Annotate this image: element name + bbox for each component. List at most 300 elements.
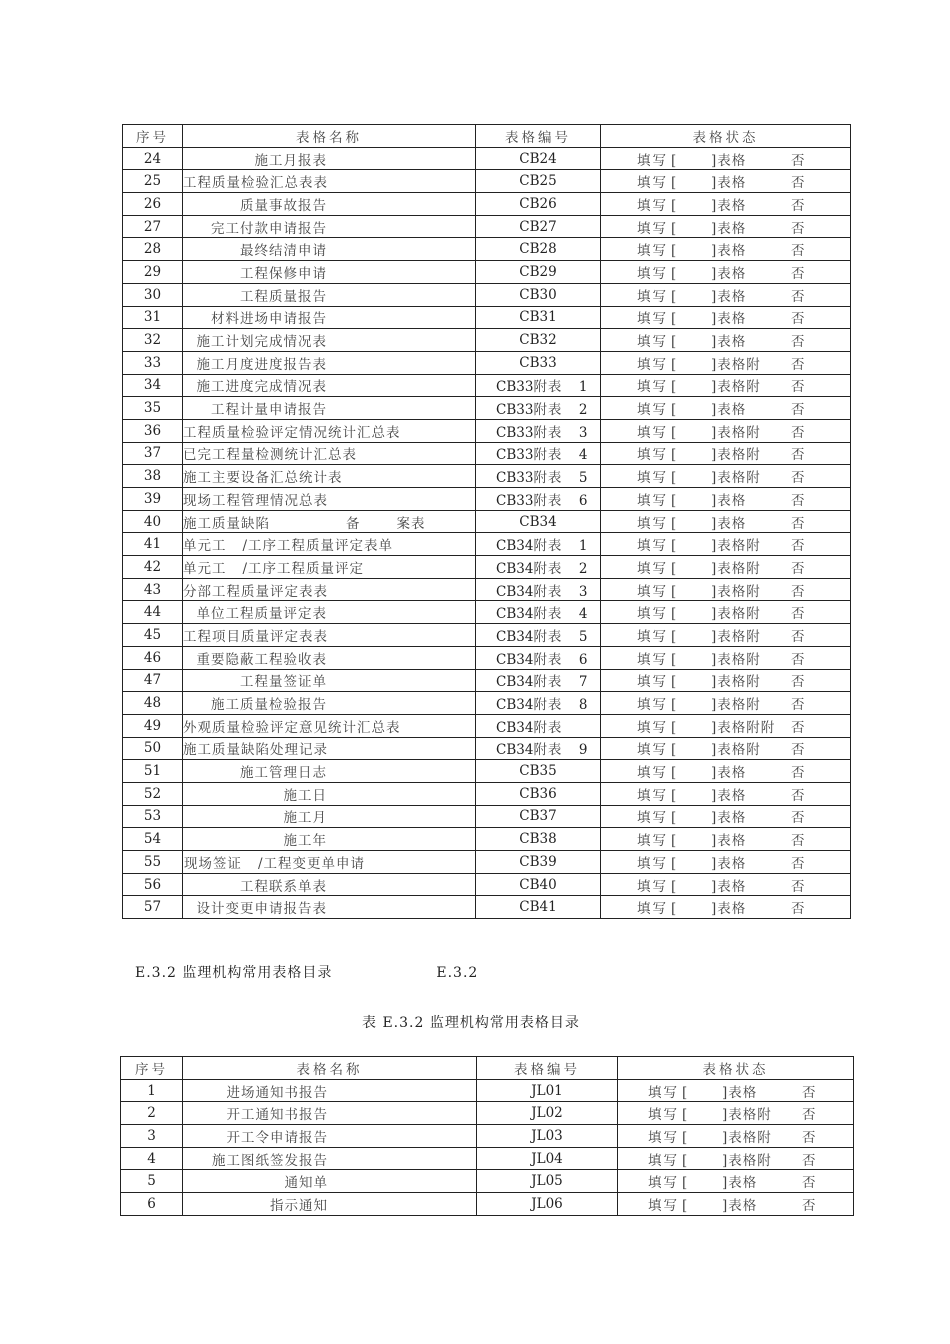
status-fill-label: 填写 <box>637 379 668 396</box>
row-number: 45 <box>123 624 183 647</box>
status-bracket: [ <box>671 288 677 305</box>
row-number: 37 <box>123 442 183 465</box>
table-row <box>123 147 851 170</box>
form-code: CB27 <box>519 218 557 235</box>
form-code-suffix: 附表 <box>533 674 563 691</box>
table-row <box>123 442 851 465</box>
table-row <box>123 397 851 420</box>
form-name-cell <box>183 533 476 556</box>
status-no-label: 否 <box>791 311 805 328</box>
form-name: 外观质量检验评定意见统计汇总表 <box>183 719 401 736</box>
status-form-label: ]表格附 <box>722 1107 772 1124</box>
status-fill-label: 填写 <box>637 606 668 623</box>
table-row <box>123 193 851 216</box>
form-status-cell <box>601 760 851 783</box>
status-fill-label: 填写 <box>637 538 668 555</box>
status-bracket: [ <box>671 742 677 759</box>
form-code-index: 4 <box>578 606 588 623</box>
table-row <box>123 556 851 579</box>
form-status-cell <box>601 669 851 692</box>
form-name: 施工质量缺陷 <box>183 515 270 532</box>
table-row <box>123 760 851 783</box>
form-name-cell <box>183 374 476 397</box>
status-fill-label: 填写 <box>637 765 668 782</box>
form-code: JL01 <box>531 1082 563 1099</box>
form-code: CB35 <box>519 763 557 780</box>
form-code: CB33 <box>496 402 534 419</box>
table-header-row <box>121 1057 854 1080</box>
table-row <box>121 1125 854 1148</box>
status-fill-label: 填写 <box>637 901 668 918</box>
form-name-cell <box>183 351 476 374</box>
form-name-cell <box>183 1147 477 1170</box>
status-bracket: [ <box>671 515 677 532</box>
form-name-cell <box>183 215 476 238</box>
status-no-label: 否 <box>791 651 805 668</box>
status-bracket: [ <box>682 1197 688 1214</box>
table-row <box>123 170 851 193</box>
form-code-cell <box>476 896 601 919</box>
form-status-cell <box>601 737 851 760</box>
form-name: 现场工程管理情况总表 <box>183 492 328 509</box>
form-code-index: 1 <box>578 379 588 396</box>
form-name: 工程联系单表 <box>240 878 327 895</box>
status-fill-label: 填写 <box>648 1107 679 1124</box>
table-body <box>123 147 851 918</box>
status-fill-label: 填写 <box>637 833 668 850</box>
supervision-form-table <box>120 1056 854 1216</box>
form-code: CB25 <box>519 173 557 190</box>
form-status-cell <box>601 828 851 851</box>
form-name: 工程量签证单 <box>240 674 327 691</box>
row-number: 33 <box>123 351 183 374</box>
form-code: CB36 <box>519 785 557 802</box>
status-fill-label: 填写 <box>637 583 668 600</box>
status-bracket: [ <box>671 697 677 714</box>
row-number: 44 <box>123 601 183 624</box>
status-no-label: 否 <box>791 833 805 850</box>
form-code: CB28 <box>519 241 557 258</box>
row-number: 34 <box>123 374 183 397</box>
table-row <box>123 215 851 238</box>
status-fill-label: 填写 <box>637 492 668 509</box>
status-bracket: [ <box>671 674 677 691</box>
form-name: 工程质量检验汇总表表 <box>183 175 328 192</box>
table-row <box>121 1102 854 1125</box>
form-status-cell <box>601 782 851 805</box>
status-bracket: [ <box>671 878 677 895</box>
form-name: 开工通知书报告 <box>226 1107 328 1124</box>
form-status-cell <box>601 873 851 896</box>
form-name-cell <box>183 488 476 511</box>
form-status-cell <box>601 556 851 579</box>
row-number: 53 <box>123 805 183 828</box>
form-name-cell <box>183 760 476 783</box>
form-status-cell <box>601 533 851 556</box>
form-name: 施工月报表 <box>254 152 327 169</box>
row-number: 28 <box>123 238 183 261</box>
status-form-label: ]表格附 <box>711 447 761 464</box>
status-bracket: [ <box>671 265 677 282</box>
status-fill-label: 填写 <box>637 878 668 895</box>
form-code-index: 1 <box>578 538 588 555</box>
form-code-index: 6 <box>578 492 588 509</box>
table-row <box>123 351 851 374</box>
status-fill-label: 填写 <box>637 628 668 645</box>
status-form-label: ]表格 <box>711 492 747 509</box>
status-bracket: [ <box>671 492 677 509</box>
status-bracket: [ <box>671 334 677 351</box>
form-name: 工程质量检验评定情况统计汇总表 <box>183 424 401 441</box>
status-fill-label: 填写 <box>637 810 668 827</box>
form-code-index: 5 <box>578 470 588 487</box>
form-code-suffix: 附表 <box>533 424 563 441</box>
status-no-label: 否 <box>791 515 805 532</box>
status-form-label: ]表格 <box>711 855 747 872</box>
header-no: 序号 <box>121 1057 183 1080</box>
table-caption: 表 E.3.2 监理机构常用表格目录 <box>362 1015 580 1031</box>
form-name: 施工年 <box>283 833 327 850</box>
status-no-label: 否 <box>791 674 805 691</box>
row-number: 29 <box>123 261 183 284</box>
header-status: 表格状态 <box>618 1057 854 1080</box>
status-no-label: 否 <box>791 447 805 464</box>
status-fill-label: 填写 <box>637 697 668 714</box>
row-number: 48 <box>123 692 183 715</box>
status-form-label: ]表格 <box>711 220 747 237</box>
form-name-cell <box>183 419 476 442</box>
form-name: 开工令申请报告 <box>226 1129 328 1146</box>
status-fill-label: 填写 <box>648 1084 679 1101</box>
status-no-label: 否 <box>802 1152 816 1169</box>
form-code-cell <box>476 873 601 896</box>
form-name: 工程计量申请报告 <box>211 402 327 419</box>
status-bracket: [ <box>671 787 677 804</box>
status-bracket: [ <box>671 424 677 441</box>
status-fill-label: 填写 <box>637 560 668 577</box>
status-fill-label: 填写 <box>637 197 668 214</box>
row-number: 2 <box>121 1102 183 1125</box>
status-form-label: ]表格 <box>711 765 747 782</box>
status-no-label: 否 <box>791 492 805 509</box>
status-bracket: [ <box>671 538 677 555</box>
table-row <box>123 238 851 261</box>
form-name: 施工主要设备汇总统计表 <box>183 470 343 487</box>
form-name-cell <box>183 805 476 828</box>
status-bracket: [ <box>671 606 677 623</box>
form-name-cell <box>183 1125 477 1148</box>
form-code: CB34 <box>496 538 534 555</box>
form-code-cell <box>476 351 601 374</box>
form-code-cell <box>476 238 601 261</box>
form-code-cell <box>476 578 601 601</box>
form-name: 施工质量检验报告 <box>211 697 327 714</box>
form-code: JL06 <box>531 1195 563 1212</box>
form-code-cell <box>476 760 601 783</box>
form-code-cell <box>476 374 601 397</box>
form-name: 质量事故报告 <box>240 197 327 214</box>
status-bracket: [ <box>671 152 677 169</box>
form-code-cell <box>476 737 601 760</box>
status-no-label: 否 <box>791 334 805 351</box>
table-row <box>123 851 851 874</box>
form-code-cell <box>476 533 601 556</box>
row-number: 36 <box>123 419 183 442</box>
form-code: CB34 <box>496 674 534 691</box>
row-number: 27 <box>123 215 183 238</box>
form-code-cell <box>476 170 601 193</box>
status-no-label: 否 <box>791 424 805 441</box>
status-fill-label: 填写 <box>648 1129 679 1146</box>
form-name: 施工日 <box>283 787 327 804</box>
form-status-cell <box>601 374 851 397</box>
status-no-label: 否 <box>791 855 805 872</box>
status-form-label: ]表格 <box>711 833 747 850</box>
form-code: JL04 <box>531 1150 563 1167</box>
form-code-cell <box>476 283 601 306</box>
status-form-label: ]表格附 <box>711 742 761 759</box>
form-status-cell <box>601 714 851 737</box>
status-bracket: [ <box>671 402 677 419</box>
status-no-label: 否 <box>791 265 805 282</box>
status-no-label: 否 <box>802 1175 816 1192</box>
form-code-index: 7 <box>578 674 588 691</box>
status-no-label: 否 <box>802 1107 816 1124</box>
form-code: CB34 <box>496 651 534 668</box>
form-code-cell <box>476 714 601 737</box>
table-row <box>123 261 851 284</box>
status-fill-label: 填写 <box>648 1152 679 1169</box>
form-code-cell <box>476 465 601 488</box>
status-bracket: [ <box>682 1107 688 1124</box>
row-number: 49 <box>123 714 183 737</box>
form-code-suffix: 附表 <box>533 560 563 577</box>
status-bracket: [ <box>682 1084 688 1101</box>
form-name-cell <box>183 896 476 919</box>
form-name: 施工进度完成情况表 <box>196 379 327 396</box>
row-number: 6 <box>121 1193 183 1216</box>
form-code-index: 5 <box>578 628 588 645</box>
form-code: CB38 <box>519 831 557 848</box>
form-name-cell <box>183 170 476 193</box>
status-no-label: 否 <box>791 765 805 782</box>
table-row <box>123 419 851 442</box>
status-no-label: 否 <box>791 787 805 804</box>
status-no-label: 否 <box>791 606 805 623</box>
status-bracket: [ <box>671 810 677 827</box>
form-name-cell <box>183 782 476 805</box>
section-caption <box>135 962 478 982</box>
table-row <box>123 692 851 715</box>
table-row <box>123 896 851 919</box>
table-row <box>123 510 851 533</box>
header-code: 表格编号 <box>477 1057 618 1080</box>
form-name: 施工管理日志 <box>240 765 327 782</box>
form-code-cell <box>476 419 601 442</box>
status-fill-label: 填写 <box>637 855 668 872</box>
row-number: 4 <box>121 1147 183 1170</box>
form-code-suffix: 附表 <box>533 719 563 736</box>
form-code-cell <box>476 805 601 828</box>
form-code-cell <box>476 646 601 669</box>
status-form-label: ]表格附 <box>711 674 761 691</box>
form-code-suffix: 附表 <box>533 742 563 759</box>
form-status-cell <box>601 805 851 828</box>
status-no-label: 否 <box>791 356 805 373</box>
status-bracket: [ <box>671 356 677 373</box>
form-status-cell <box>601 601 851 624</box>
form-code-cell <box>476 397 601 420</box>
form-name-cell <box>183 828 476 851</box>
status-no-label: 否 <box>791 810 805 827</box>
status-fill-label: 填写 <box>637 674 668 691</box>
table-row <box>123 374 851 397</box>
form-code-index: 4 <box>578 447 588 464</box>
form-code: CB33 <box>496 492 534 509</box>
status-no-label: 否 <box>791 220 805 237</box>
form-name: 重要隐蔽工程验收表 <box>196 651 327 668</box>
form-name-part: 案表 <box>396 515 426 532</box>
status-fill-label: 填写 <box>637 651 668 668</box>
status-fill-label: 填写 <box>637 175 668 192</box>
form-code: CB33 <box>496 424 534 441</box>
form-name-cell <box>183 646 476 669</box>
status-bracket: [ <box>682 1175 688 1192</box>
row-number: 42 <box>123 556 183 579</box>
status-no-label: 否 <box>791 175 805 192</box>
table-row <box>121 1170 854 1193</box>
table-row <box>121 1147 854 1170</box>
status-form-label: ]表格附 <box>711 583 761 600</box>
status-no-label: 否 <box>802 1129 816 1146</box>
form-code-suffix: 附表 <box>533 606 563 623</box>
form-status-cell <box>601 306 851 329</box>
form-code-cell <box>476 510 601 533</box>
status-fill-label: 填写 <box>637 265 668 282</box>
row-number: 56 <box>123 873 183 896</box>
header-name: 表格名称 <box>183 125 476 148</box>
form-code-suffix: 附表 <box>533 402 563 419</box>
status-fill-label: 填写 <box>637 334 668 351</box>
header-code: 表格编号 <box>476 125 601 148</box>
table-row <box>123 828 851 851</box>
form-code-index: 2 <box>578 402 588 419</box>
form-name-cell <box>183 147 476 170</box>
form-status-cell <box>618 1147 854 1170</box>
table-row <box>123 601 851 624</box>
status-form-label: ]表格 <box>722 1197 758 1214</box>
status-no-label: 否 <box>802 1197 816 1214</box>
form-status-cell <box>601 896 851 919</box>
status-bracket: [ <box>671 651 677 668</box>
row-number: 25 <box>123 170 183 193</box>
status-no-label: 否 <box>791 719 805 736</box>
row-number: 50 <box>123 737 183 760</box>
status-bracket: [ <box>671 901 677 918</box>
form-status-cell <box>601 624 851 647</box>
status-fill-label: 填写 <box>637 447 668 464</box>
row-number: 47 <box>123 669 183 692</box>
row-number: 51 <box>123 760 183 783</box>
status-fill-label: 填写 <box>637 424 668 441</box>
status-bracket: [ <box>671 470 677 487</box>
status-bracket: [ <box>682 1152 688 1169</box>
form-code: CB32 <box>519 332 557 349</box>
status-fill-label: 填写 <box>637 719 668 736</box>
row-number: 3 <box>121 1125 183 1148</box>
status-no-label: 否 <box>791 379 805 396</box>
status-bracket: [ <box>671 197 677 214</box>
status-no-label: 否 <box>791 288 805 305</box>
form-status-cell <box>601 193 851 216</box>
table-header-row <box>123 125 851 148</box>
status-bracket: [ <box>671 855 677 872</box>
form-status-cell <box>618 1193 854 1216</box>
form-name-cell <box>183 238 476 261</box>
status-form-label: ]表格 <box>711 901 747 918</box>
status-form-label: ]表格 <box>711 311 747 328</box>
status-bracket: [ <box>671 243 677 260</box>
row-number: 5 <box>121 1170 183 1193</box>
form-code: CB34 <box>496 560 534 577</box>
status-form-label: ]表格 <box>711 265 747 282</box>
row-number: 32 <box>123 329 183 352</box>
table-row <box>121 1193 854 1216</box>
form-name-cell <box>183 578 476 601</box>
status-no-label: 否 <box>791 402 805 419</box>
status-fill-label: 填写 <box>637 742 668 759</box>
form-code-suffix: 附表 <box>533 651 563 668</box>
status-fill-label: 填写 <box>648 1175 679 1192</box>
form-code-suffix: 附表 <box>533 492 563 509</box>
section-caption-ref: E.3.2 <box>436 965 479 981</box>
row-number: 43 <box>123 578 183 601</box>
status-bracket: [ <box>671 833 677 850</box>
status-form-label: ]表格 <box>711 878 747 895</box>
form-code-cell <box>477 1170 618 1193</box>
status-form-label: ]表格 <box>711 810 747 827</box>
form-code-suffix: 附表 <box>533 697 563 714</box>
form-name-cell <box>183 669 476 692</box>
row-number: 26 <box>123 193 183 216</box>
table-row <box>123 669 851 692</box>
status-bracket: [ <box>671 719 677 736</box>
form-name-cell <box>183 1193 477 1216</box>
form-code: CB34 <box>496 697 534 714</box>
form-code-index: 8 <box>578 697 588 714</box>
form-code: CB33 <box>496 447 534 464</box>
status-fill-label: 填写 <box>637 356 668 373</box>
status-bracket: [ <box>671 311 677 328</box>
status-no-label: 否 <box>791 628 805 645</box>
status-no-label: 否 <box>791 901 805 918</box>
form-code-cell <box>476 828 601 851</box>
form-list-table <box>122 124 851 919</box>
status-no-label: 否 <box>791 697 805 714</box>
form-status-cell <box>601 215 851 238</box>
form-code-cell <box>476 147 601 170</box>
form-name-cell <box>183 442 476 465</box>
status-no-label: 否 <box>791 152 805 169</box>
form-code-index: 6 <box>578 651 588 668</box>
row-number: 46 <box>123 646 183 669</box>
form-code-cell <box>476 261 601 284</box>
form-code: CB31 <box>519 309 557 326</box>
table-row <box>123 306 851 329</box>
status-bracket: [ <box>671 175 677 192</box>
form-code-cell <box>477 1193 618 1216</box>
row-number: 30 <box>123 283 183 306</box>
